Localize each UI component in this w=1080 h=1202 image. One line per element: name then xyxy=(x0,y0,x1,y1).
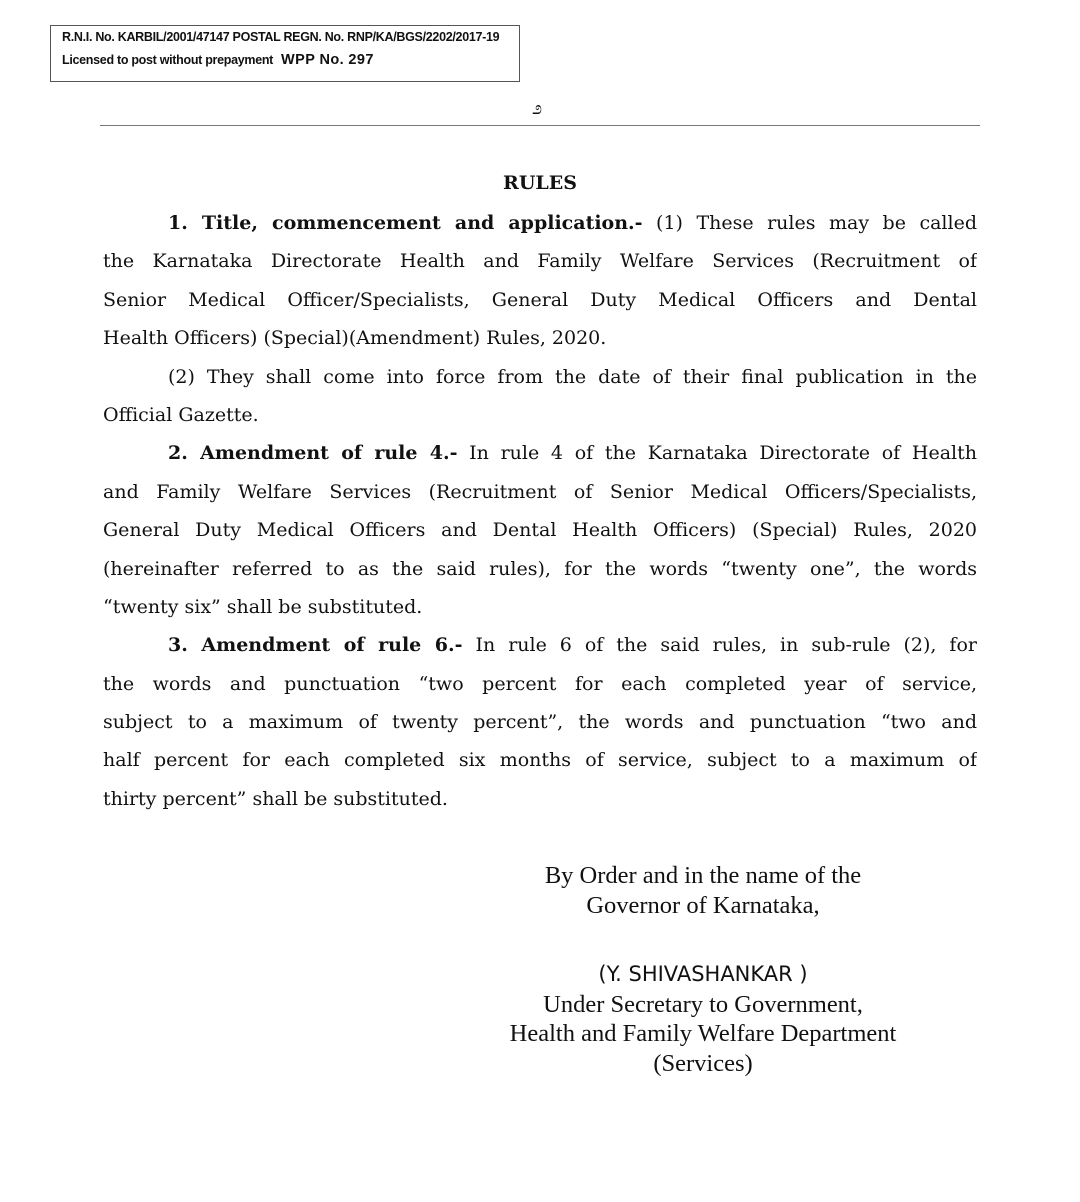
order-line: Governor of Karnataka, xyxy=(586,891,820,919)
designation-line: Health and Family Welfare Department xyxy=(509,1020,897,1047)
designation-line: Under Secretary to Government, xyxy=(543,990,863,1018)
paragraph-line: General Duty Medical Officers and Dental Health Officers) (Special) Rules, 2020 xyxy=(103,519,977,542)
paragraph-line: (hereinafter referred to as the said rules), for the words “twenty one”, the words xyxy=(103,557,977,580)
signatory-name: (Y. SHIVASHANKAR ) xyxy=(598,962,808,986)
paragraph-line: “twenty six” shall be substituted. xyxy=(103,595,423,618)
order-block xyxy=(463,861,943,920)
paragraph-line: Senior Medical Officer/Specialists, General Duty Medical Officers and Dental xyxy=(103,288,977,311)
paragraph-line: subject to a maximum of twenty percent”, the words and punctuation “two and xyxy=(103,711,977,734)
paragraph-line: the Karnataka Directorate Health and Family Welfare Services (Recruitment of xyxy=(103,250,977,273)
paragraph-line xyxy=(103,628,977,666)
header-divider xyxy=(100,125,980,126)
line-text: (1) These rules may be called xyxy=(642,212,977,234)
page-number: ೨ xyxy=(532,98,543,119)
paragraph-line: half percent for each completed six months of service, subject to a maximum of xyxy=(103,749,977,772)
postal-registration-box xyxy=(50,25,520,82)
rule-heading: 1. Title, commencement and application.- xyxy=(168,212,643,234)
rule-heading: 2. Amendment of rule 4.- xyxy=(168,442,458,465)
rules-body xyxy=(103,206,977,820)
paragraph-line xyxy=(103,436,977,474)
paragraph-line: the words and punctuation “two percent for each completed year of service, xyxy=(103,672,977,695)
license-line xyxy=(62,52,374,68)
line-text: In rule 6 of the said rules, in sub-rule (2), for xyxy=(462,634,977,657)
license-text: Licensed to post without prepayment xyxy=(62,53,274,67)
designation-line: (Services) xyxy=(653,1049,753,1077)
paragraph-line: (2) They shall come into force from the date of their final publication in the xyxy=(168,365,977,388)
paragraph-line: thirty percent” shall be substituted. xyxy=(103,787,448,810)
paragraph-line: Health Officers) (Special)(Amendment) Rules, 2020. xyxy=(103,327,607,350)
paragraph-line: and Family Welfare Services (Recruitment of Senior Medical Officers/Specialists, xyxy=(103,480,977,503)
signatory-block xyxy=(463,960,943,1078)
order-line: By Order and in the name of the xyxy=(544,862,862,889)
registration-number: R.N.I. No. KARBIL/2001/47147 POSTAL REGN. No. RNP/KA/BGS/2202/2017-19 xyxy=(62,30,500,44)
paragraph-line: Official Gazette. xyxy=(103,403,259,426)
line-text: In rule 4 of the Karnataka Directorate of Health xyxy=(457,442,977,465)
rule-heading: 3. Amendment of rule 6.- xyxy=(168,634,463,657)
section-heading: RULES xyxy=(503,172,577,194)
paragraph-line xyxy=(103,206,977,244)
wpp-number: WPP No. 297 xyxy=(281,52,374,68)
